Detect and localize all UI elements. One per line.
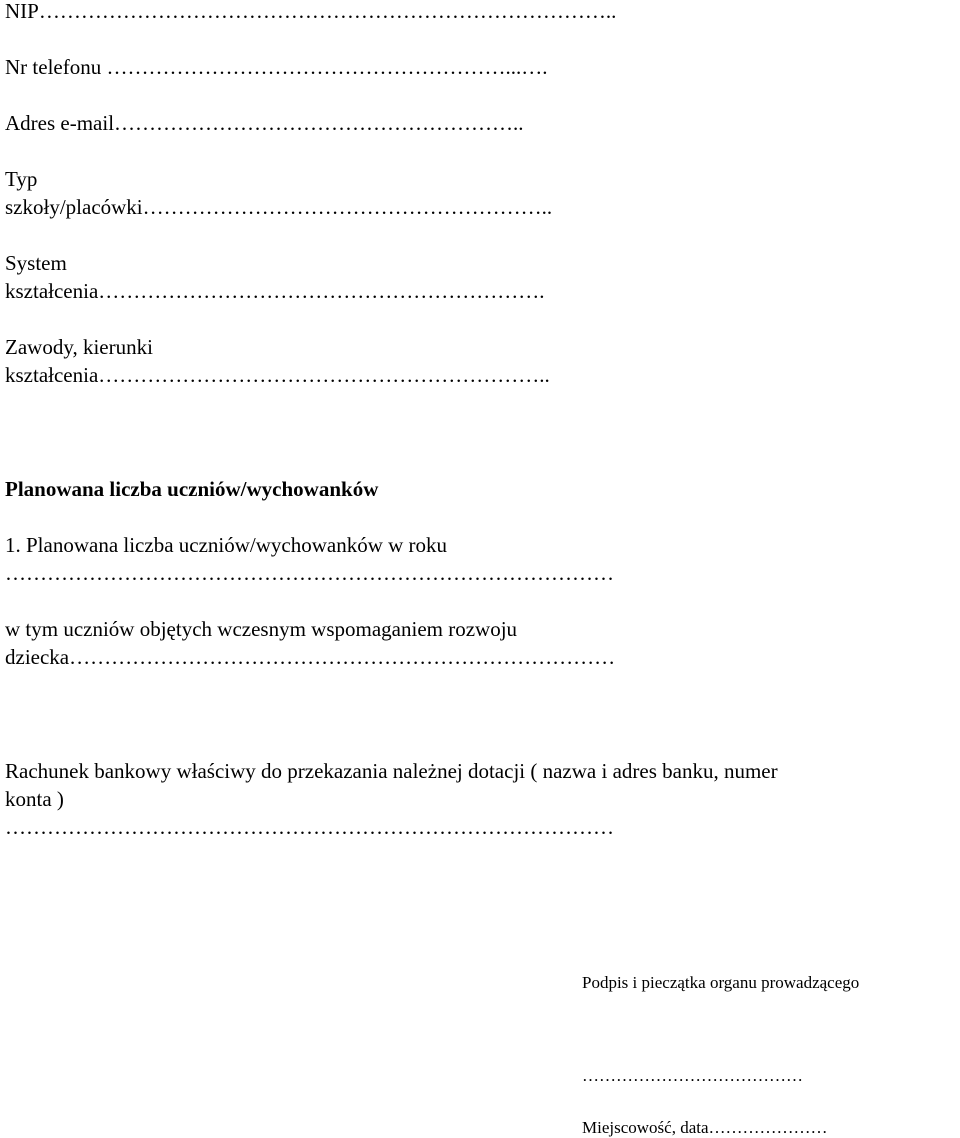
signature-label: Podpis i pieczątka organu prowadzącego xyxy=(582,973,860,992)
signature-line: ………………………………… xyxy=(582,1066,803,1085)
planned-count-field: …………………………………………………………………………… xyxy=(5,561,614,585)
early-support-field: dziecka…………………………………………………………………… xyxy=(5,645,616,669)
school-type-field: szkoły/placówki………………………………………………….. xyxy=(5,195,553,219)
place-date-field: Miejscowość, data………………… xyxy=(582,1118,828,1137)
phone-field: Nr telefonu …………………………………………………...…. xyxy=(5,55,548,79)
education-system-field: kształcenia………………………………………………………. xyxy=(5,279,545,303)
bank-account-field: …………………………………………………………………………… xyxy=(5,815,614,839)
nip-field: NIP……………………………………………………………………….. xyxy=(5,0,617,23)
education-system-label: System xyxy=(5,251,67,275)
professions-label: Zawody, kierunki xyxy=(5,335,153,359)
bank-account-label-cont: konta ) xyxy=(5,787,64,811)
bank-account-label: Rachunek bankowy właściwy do przekazania należnej dotacji ( nazwa i adres banku, numer xyxy=(5,759,778,783)
professions-field: kształcenia……………………………………………………….. xyxy=(5,363,550,387)
planned-count-item: 1. Planowana liczba uczniów/wychowanków w roku xyxy=(5,533,448,557)
email-field: Adres e-mail………………………………………………….. xyxy=(5,111,524,135)
school-type-label: Typ xyxy=(5,167,38,191)
early-support-label: w tym uczniów objętych wczesnym wspomaganiem rozwoju xyxy=(5,617,518,641)
planned-count-heading: Planowana liczba uczniów/wychowanków xyxy=(5,477,379,501)
